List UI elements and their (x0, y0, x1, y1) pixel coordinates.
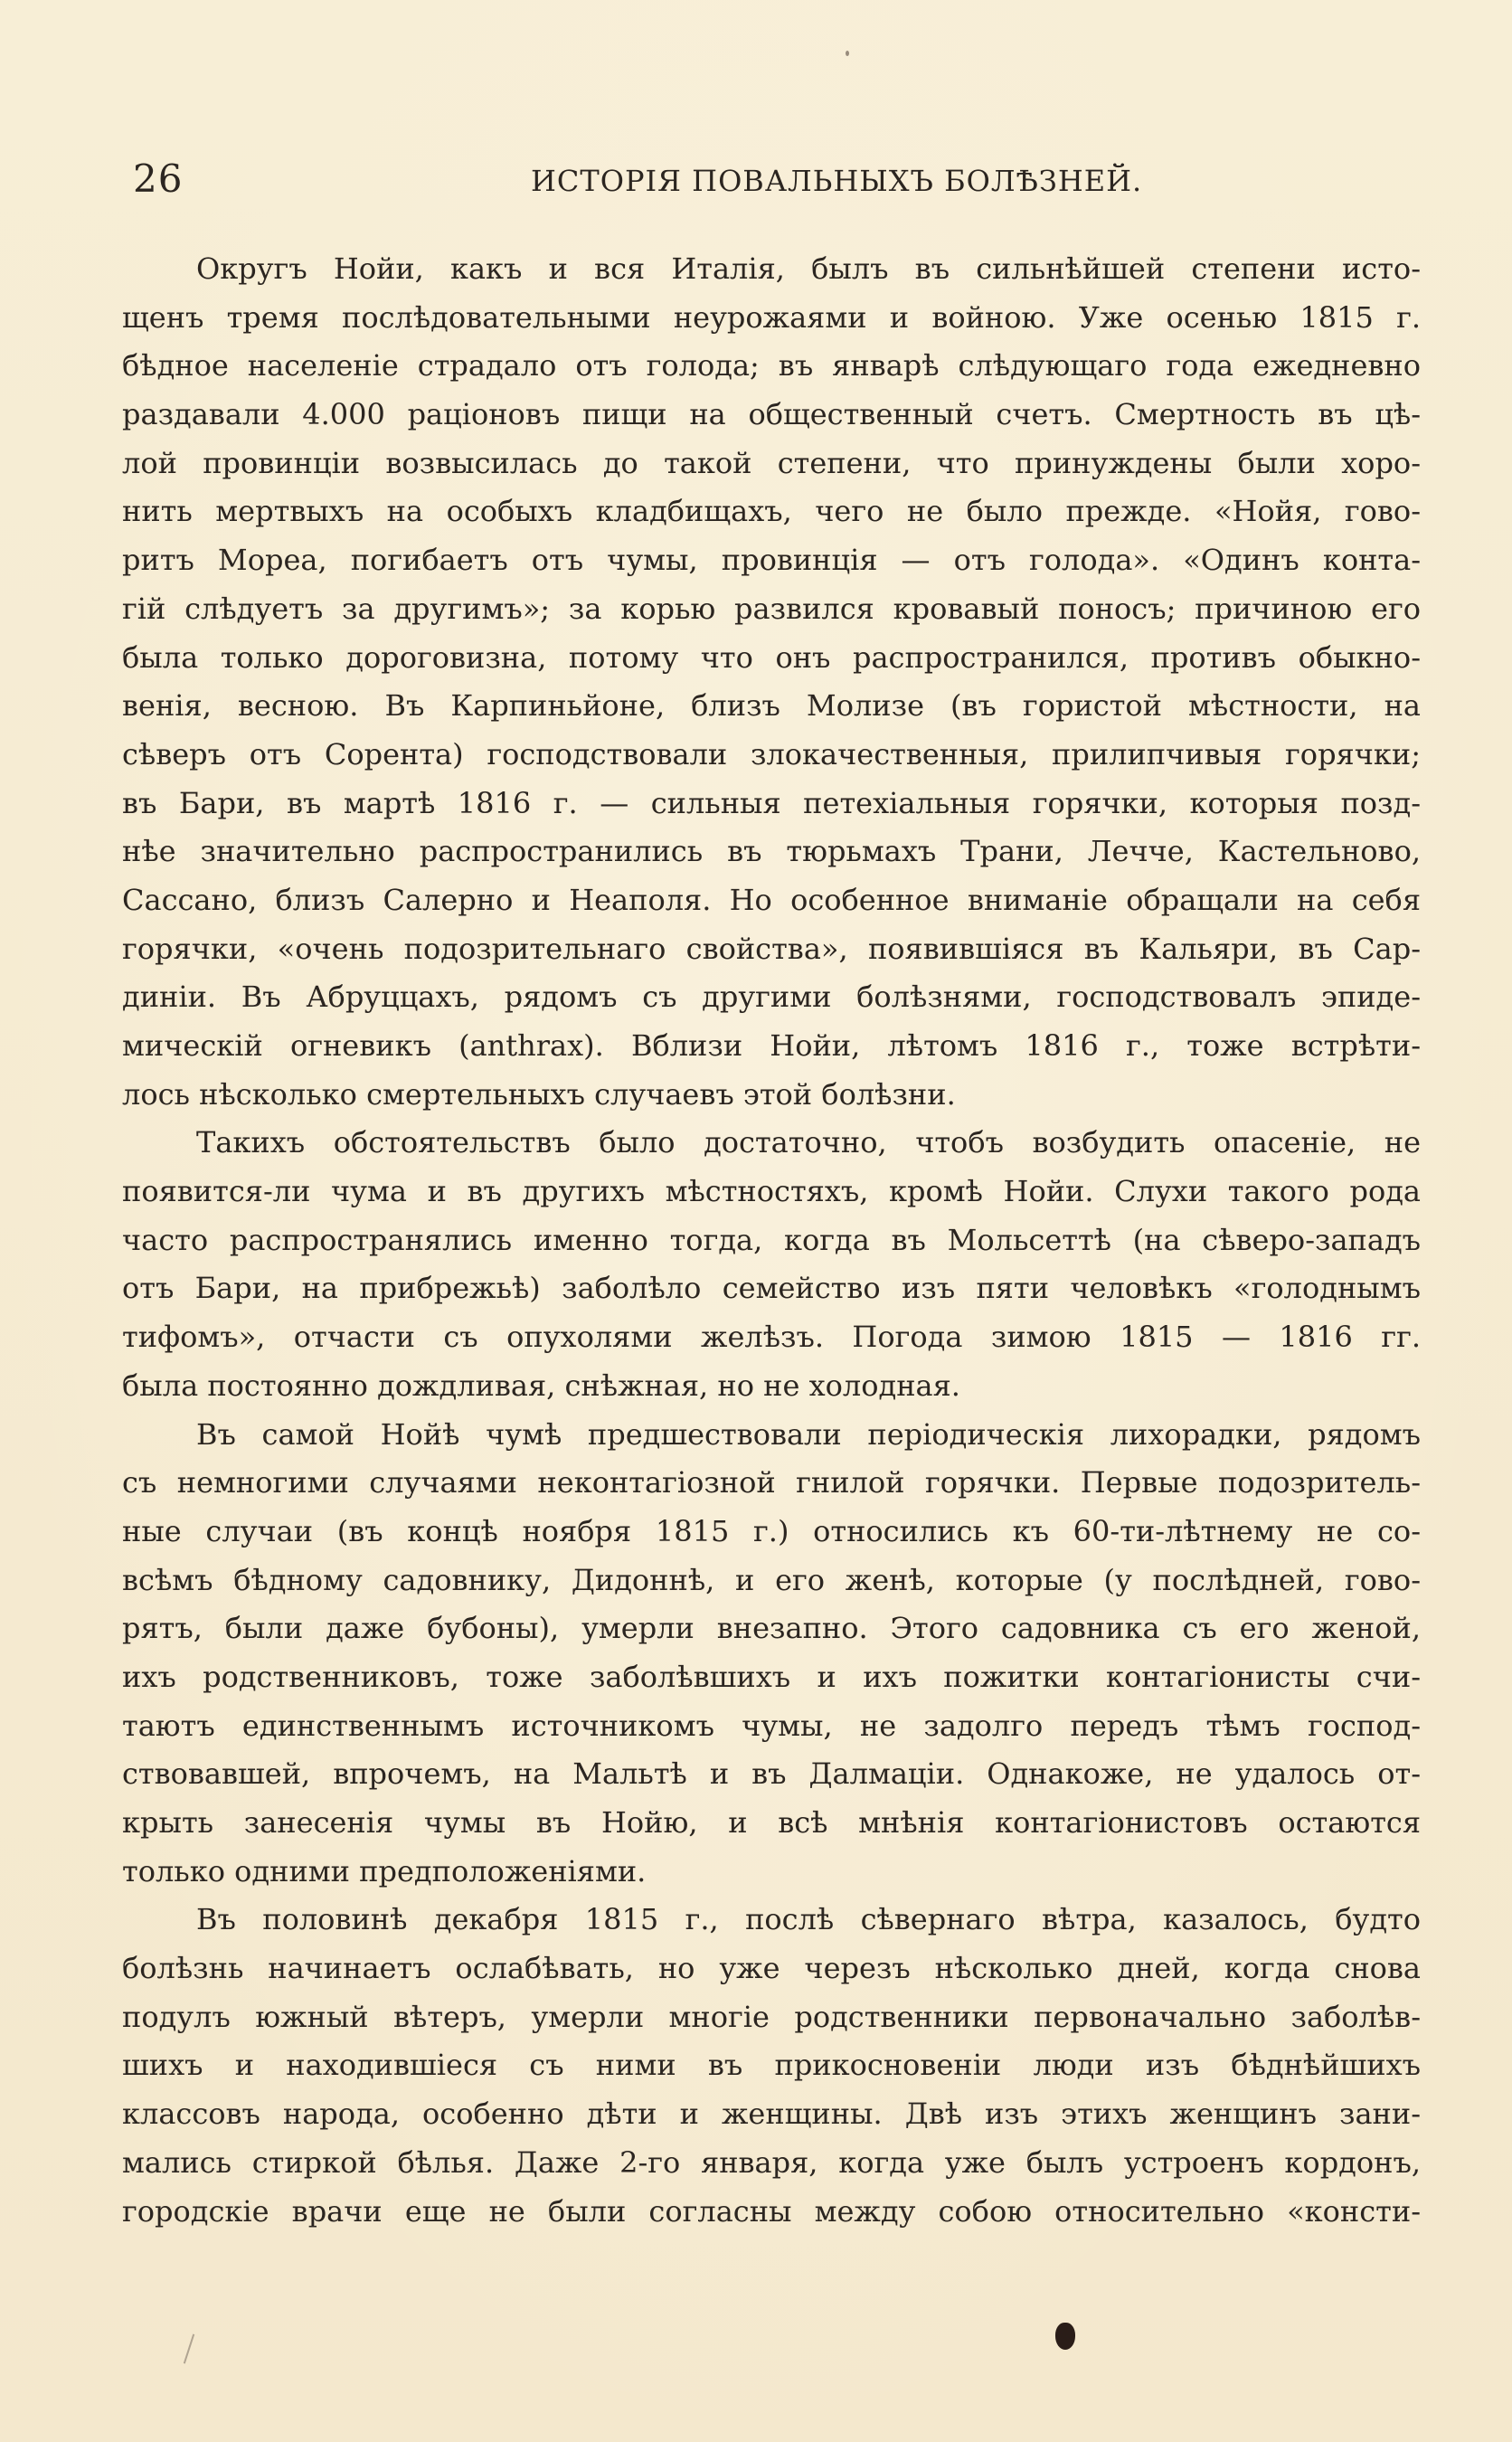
text-line: лось нѣсколько смертельныхъ случаевъ этой болѣзни. (122, 1076, 956, 1112)
text-line: венія, весною. Въ Карпиньйоне, близъ Молизе (въ гористой мѣстности, на (122, 688, 1421, 724)
text-line: часто распространялись именно тогда, когда въ Мольсеттѣ (на сѣверо-западъ (122, 1222, 1421, 1257)
text-line: бѣдное населеніе страдало отъ голода; въ январѣ слѣдующаго года ежедневно (122, 348, 1421, 383)
text-line: мались стиркой бѣлья. Даже 2-го января, когда уже былъ устроенъ кордонъ, (122, 2144, 1421, 2180)
ink-speck (846, 51, 849, 56)
text-line: была постоянно дождливая, снѣжная, но не холодная. (122, 1368, 960, 1403)
text-line: нить мертвыхъ на особыхъ кладбищахъ, чего не было прежде. «Нойя, гово- (122, 494, 1421, 529)
text-line: ные случаи (въ концѣ ноября 1815 г.) относились къ 60-ти-лѣтнему не со- (122, 1513, 1421, 1548)
text-line: горячки, «очень подозрительнаго свойства», появившіяся въ Кальяри, въ Сар- (122, 931, 1421, 966)
text-line: диніи. Въ Абруццахъ, рядомъ съ другими болѣзнями, господствовалъ эпиде- (122, 980, 1421, 1015)
text-line: мическій огневикъ (anthrax). Вблизи Нойи, лѣтомъ 1816 г., тоже встрѣти- (122, 1028, 1421, 1063)
page-header (133, 152, 1419, 206)
text-line: только одними предположеніями. (122, 1853, 647, 1888)
text-line: гій слѣдуетъ за другимъ»; за корью развился кровавый поносъ; причиною его (122, 591, 1421, 626)
text-line: Сассано, близъ Салерно и Неаполя. Но особенное вниманіе обращали на себя (122, 882, 1421, 917)
text-line: тифомъ», отчасти съ опухолями желѣзъ. Погода зимою 1815 — 1816 гг. (122, 1320, 1421, 1355)
running-title: ИСТОРІЯ ПОВАЛЬНЫХЪ БОЛѢЗНЕЙ. (531, 164, 1143, 198)
text-line: Округъ Нойи, какъ и вся Италія, былъ въ сильнѣйшей степени исто- (196, 251, 1421, 286)
text-line: подулъ южный вѣтеръ, умерли многіе родственники первоначально заболѣв- (122, 1999, 1421, 2034)
text-line: отъ Бари, на прибрежьѣ) заболѣло семейство изъ пяти человѣкъ «голоднымъ (122, 1271, 1421, 1306)
text-line: Въ самой Нойѣ чумѣ предшествовали періодическія лихорадки, рядомъ (196, 1416, 1421, 1452)
text-line: шихъ и находившіеся съ ними въ прикосновеніи люди изъ бѣднѣйшихъ (122, 2048, 1421, 2083)
text-line: щенъ тремя послѣдовательными неурожаями и войною. Уже осенью 1815 г. (122, 299, 1421, 335)
text-line: ритъ Морea, погибаетъ отъ чумы, провинція — отъ голода». «Одинъ конта- (122, 543, 1421, 578)
text-line: появится-ли чума и въ другихъ мѣстностяхъ, кромѣ Нойи. Слухи такого рода (122, 1174, 1421, 1209)
paragraph (122, 1896, 1421, 2236)
text-line: всѣмъ бѣдному садовнику, Дидоннѣ, и его женѣ, которые (у послѣдней, гово- (122, 1562, 1421, 1597)
text-line: была только дороговизна, потому что онъ распространился, противъ обыкно- (122, 639, 1421, 675)
text-line: раздавали 4.000 раціоновъ пищи на общественный счетъ. Смертность въ цѣ- (122, 397, 1421, 432)
text-line: въ Бари, въ мартѣ 1816 г. — сильныя петехіальныя горячки, которыя позд- (122, 785, 1421, 820)
text-line: крыть занесенія чумы въ Нойю, и всѣ мнѣнія контагіонистовъ остаются (122, 1805, 1421, 1840)
text-line: Въ половинѣ декабря 1815 г., послѣ сѣвернаго вѣтра, казалось, будто (196, 1902, 1421, 1937)
paragraph (122, 1119, 1421, 1410)
ink-blot (1055, 2323, 1075, 2350)
text-line: классовъ народа, особенно дѣти и женщины. Двѣ изъ этихъ женщинъ зани- (122, 2097, 1421, 2132)
text-line: нѣе значительно распространились въ тюрьмахъ Трани, Лечче, Кастельново, (122, 834, 1421, 869)
pencil-mark (184, 2334, 194, 2364)
text-line: городскіе врачи еще не были согласны между собою относительно «консти- (122, 2193, 1421, 2229)
text-line: рятъ, были даже бубоны), умерли внезапно. Этого садовника съ его женой, (122, 1611, 1421, 1646)
page-number: 26 (133, 156, 184, 201)
text-line: съ немногими случаями неконтагіозной гнилой горячки. Первые подозритель- (122, 1465, 1421, 1500)
text-line: ихъ родственниковъ, тоже заболѣвшихъ и ихъ пожитки контагіонисты счи- (122, 1659, 1421, 1694)
paragraph (122, 1411, 1421, 1897)
paragraph (122, 245, 1421, 1119)
text-line: болѣзнь начинаетъ ослабѣвать, но уже черезъ нѣсколько дней, когда снова (122, 1951, 1421, 1986)
text-line: ствовавшей, впрочемъ, на Мальтѣ и въ Далмаціи. Однакоже, не удалось от- (122, 1756, 1421, 1792)
text-line: таютъ единственнымъ источникомъ чумы, не задолго передъ тѣмъ господ- (122, 1708, 1421, 1743)
text-line: сѣверъ отъ Сорента) господствовали злокачественныя, прилипчивыя горячки; (122, 736, 1421, 771)
body-text (122, 245, 1421, 2236)
text-line: лой провинціи возвысилась до такой степени, что принуждены были хоро- (122, 445, 1421, 480)
text-line: Такихъ обстоятельствъ было достаточно, чтобъ возбудить опасеніе, не (196, 1125, 1421, 1160)
